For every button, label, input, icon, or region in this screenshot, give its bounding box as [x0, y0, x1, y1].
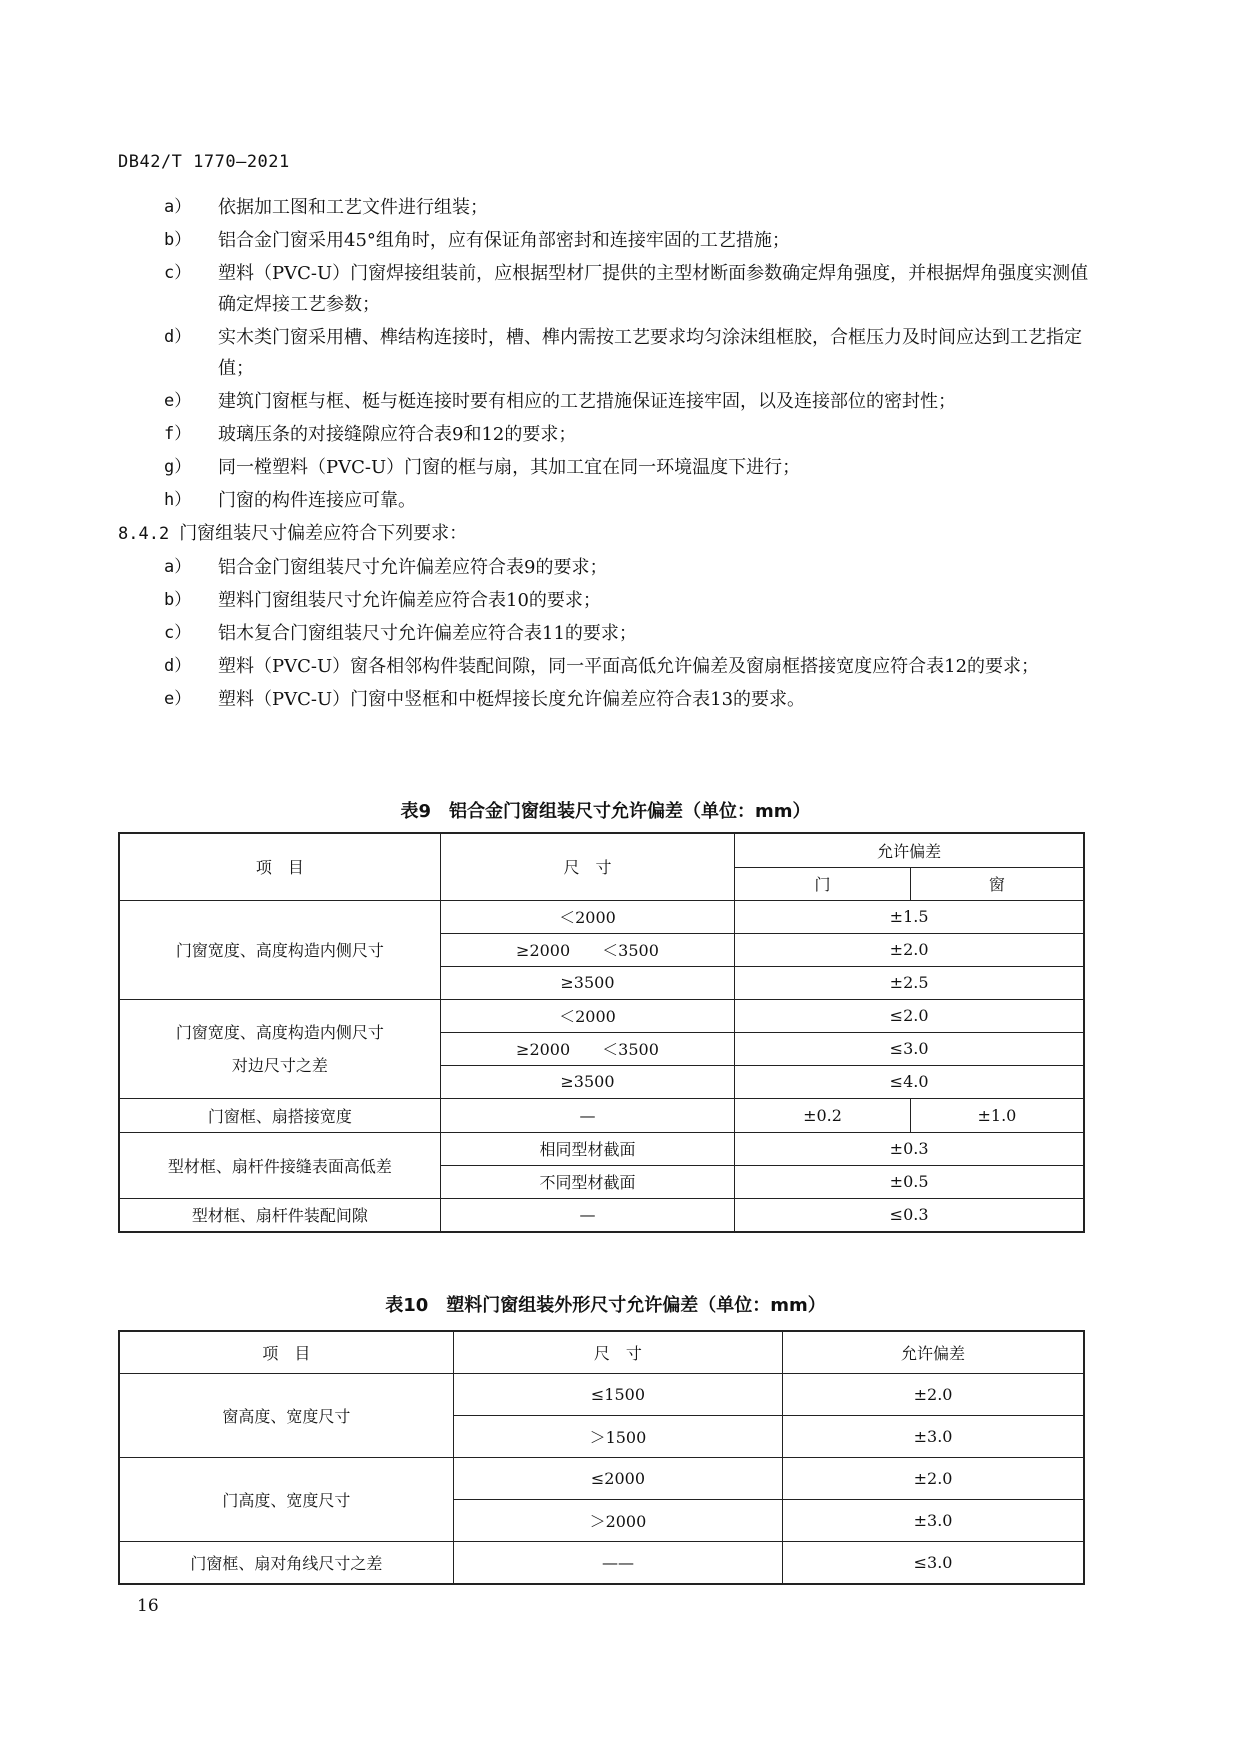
list-marker: c） [164, 623, 192, 643]
table-cell-item [119, 999, 440, 1098]
list-marker: d） [164, 656, 192, 676]
table-cell-tolerance: ±2.0 [783, 1373, 1084, 1415]
list-text: 依据加工图和工艺文件进行组装； [218, 197, 488, 218]
table-cell-size: — [440, 1198, 734, 1232]
list-item [118, 322, 1098, 384]
table-cell-tolerance: ±3.0 [783, 1499, 1084, 1541]
table-cell-tolerance: ≤3.0 [783, 1541, 1084, 1584]
table-cell-item: 门高度、宽度尺寸 [119, 1457, 453, 1541]
list-text: 塑料（PVC-U）门窗焊接组装前，应根据型材厂提供的主型材断面参数确定焊角强度，并根据焊角强度实测值确定焊接工艺参数； [218, 263, 1089, 315]
table-cell-tolerance: ±3.0 [783, 1415, 1084, 1457]
list-marker: d） [164, 327, 192, 347]
table-cell-size: ≤2000 [453, 1457, 782, 1499]
list-item [118, 386, 1098, 417]
body-text [118, 192, 1098, 717]
table-cell-size: ≥2000 ＜3500 [440, 1032, 734, 1065]
table-cell-size: ≥3500 [440, 966, 734, 999]
table-cell-window: ±1.0 [910, 1098, 1084, 1132]
table-cell-door: ±0.2 [735, 1098, 911, 1132]
list-text: 铝合金门窗组装尺寸允许偏差应符合表9的要求； [218, 557, 608, 578]
table-header-size: 尺 寸 [453, 1331, 782, 1373]
list-marker: a） [164, 197, 192, 217]
table-cell-size: — [440, 1098, 734, 1132]
list-marker: c） [164, 263, 192, 283]
table-cell-tolerance: ±1.5 [735, 900, 1084, 933]
list-marker: b） [164, 230, 192, 250]
table10 [118, 1330, 1085, 1585]
table-header-tolerance: 允许偏差 [735, 833, 1084, 867]
list-item [118, 552, 1098, 583]
document-code: DB42/T 1770—2021 [118, 152, 290, 172]
list-marker: f） [164, 424, 192, 444]
list-text: 铝木复合门窗组装尺寸允许偏差应符合表11的要求； [218, 623, 637, 644]
table-header-window: 窗 [910, 867, 1084, 900]
list-item [118, 651, 1098, 682]
table-cell-size: 不同型材截面 [440, 1165, 734, 1198]
table-header-item: 项 目 [119, 1331, 453, 1373]
list-item [118, 192, 1098, 223]
list-item [118, 419, 1098, 450]
section-number: 8.4.2 [118, 524, 170, 544]
list-marker: b） [164, 590, 192, 610]
table-header-tolerance: 允许偏差 [783, 1331, 1084, 1373]
list-text: 玻璃压条的对接缝隙应符合表9和12的要求； [218, 424, 577, 445]
table-cell-item: 门窗宽度、高度构造内侧尺寸 [119, 900, 440, 999]
list-text: 实木类门窗采用槽、榫结构连接时，槽、榫内需按工艺要求均匀涂沫组框胶，合框压力及时间应达到工艺指定值； [218, 327, 1082, 379]
table-cell-tolerance: ±0.5 [735, 1165, 1084, 1198]
list-text: 门窗的构件连接应可靠。 [218, 490, 416, 511]
table-cell-tolerance: ±2.0 [783, 1457, 1084, 1499]
list-marker: e） [164, 391, 192, 411]
table-header-item: 项 目 [119, 833, 440, 900]
list-item [118, 225, 1098, 256]
table-cell-item: 门窗框、扇搭接宽度 [119, 1098, 440, 1132]
table-cell-size: ＜2000 [440, 999, 734, 1032]
table9-caption: 表9 铝合金门窗组装尺寸允许偏差（单位：mm） [400, 801, 811, 822]
table-cell-size: ≤1500 [453, 1373, 782, 1415]
table-cell-size: ＞1500 [453, 1415, 782, 1457]
table-cell-tolerance: ≤0.3 [735, 1198, 1084, 1232]
list-item [118, 684, 1098, 715]
table-cell-tolerance: ≤2.0 [735, 999, 1084, 1032]
table-cell-item: 门窗框、扇对角线尺寸之差 [119, 1541, 453, 1584]
item-line: 对边尺寸之差 [231, 1055, 328, 1075]
table-cell-tolerance: ±2.0 [735, 933, 1084, 966]
list-text: 塑料（PVC-U）门窗中竖框和中梃焊接长度允许偏差应符合表13的要求。 [218, 689, 806, 710]
list-text: 铝合金门窗采用45°组角时，应有保证角部密封和连接牢固的工艺措施； [218, 230, 790, 251]
table-cell-item: 型材框、扇杆件装配间隙 [119, 1198, 440, 1232]
list-marker: h） [164, 490, 192, 510]
list-text: 塑料（PVC-U）窗各相邻构件装配间隙，同一平面高低允许偏差及窗扇框搭接宽度应符合表12的要求； [218, 656, 1040, 677]
list-text: 塑料门窗组装尺寸允许偏差应符合表10的要求； [218, 590, 601, 611]
list-text: 建筑门窗框与框、梃与梃连接时要有相应的工艺措施保证连接牢固，以及连接部位的密封性； [218, 391, 956, 412]
table-cell-size: ＜2000 [440, 900, 734, 933]
section-text: 门窗组装尺寸偏差应符合下列要求： [179, 523, 468, 544]
list-item [118, 452, 1098, 483]
table-header-door: 门 [735, 867, 911, 900]
list-marker: a） [164, 557, 192, 577]
section-heading [118, 518, 1098, 550]
item-line: 门窗宽度、高度构造内侧尺寸 [175, 1022, 384, 1042]
list-item [118, 485, 1098, 516]
list-marker: g） [164, 457, 192, 477]
list-item [118, 585, 1098, 616]
table10-caption: 表10 塑料门窗组装外形尺寸允许偏差（单位：mm） [385, 1295, 826, 1316]
list-item [118, 618, 1098, 649]
table-cell-tolerance: ≤4.0 [735, 1065, 1084, 1098]
table9 [118, 832, 1085, 1233]
table-cell-size: ≥3500 [440, 1065, 734, 1098]
table-cell-size: 相同型材截面 [440, 1132, 734, 1165]
table-cell-item: 窗高度、宽度尺寸 [119, 1373, 453, 1457]
list-marker: e） [164, 689, 192, 709]
table-cell-tolerance: ±2.5 [735, 966, 1084, 999]
table-cell-size: —— [453, 1541, 782, 1584]
table-cell-size: ＞2000 [453, 1499, 782, 1541]
page-number: 16 [137, 1596, 159, 1616]
list-text: 同一樘塑料（PVC-U）门窗的框与扇，其加工宜在同一环境温度下进行； [218, 457, 801, 478]
table-cell-tolerance: ±0.3 [735, 1132, 1084, 1165]
list-item [118, 258, 1098, 320]
table-cell-item: 型材框、扇杆件接缝表面高低差 [119, 1132, 440, 1198]
table-cell-size: ≥2000 ＜3500 [440, 933, 734, 966]
table-header-size: 尺 寸 [440, 833, 734, 900]
table-cell-tolerance: ≤3.0 [735, 1032, 1084, 1065]
